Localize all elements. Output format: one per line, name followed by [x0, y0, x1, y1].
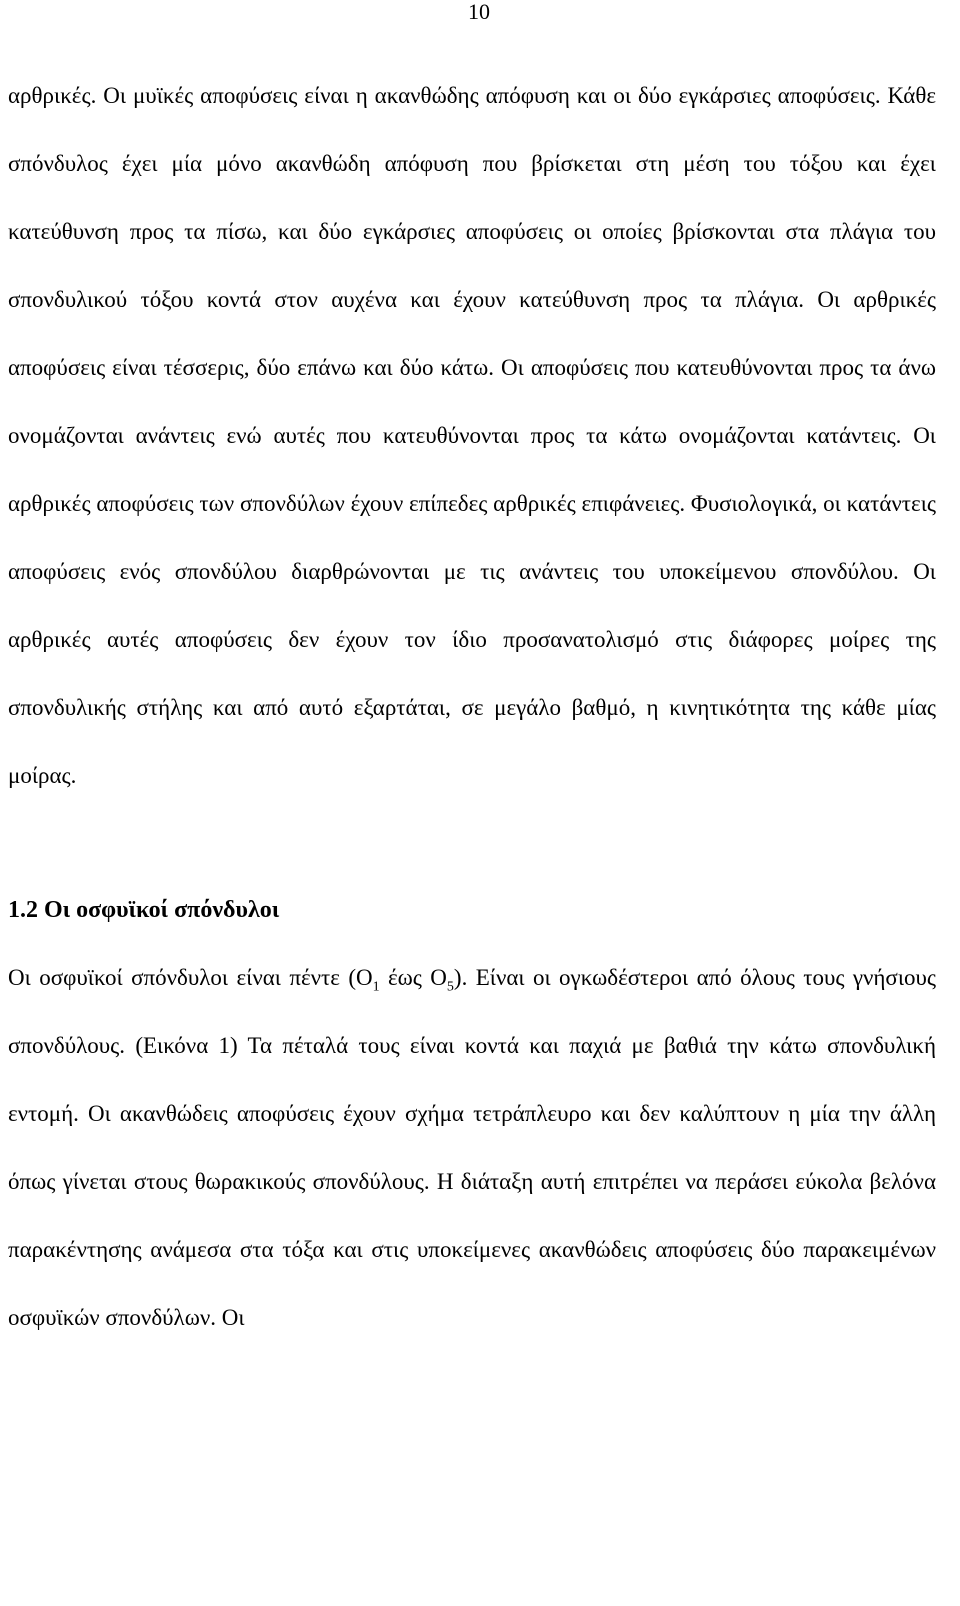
section-heading: 1.2 Οι οσφυϊκοί σπόνδυλοι — [8, 897, 280, 923]
lumbar-text-part-c: ). Είναι οι ογκωδέστεροι από όλους τους γνήσιους σπονδύλους. (Εικόνα 1) Τα πέταλά τους είναι κοντά και παχιά με βαθιά την κάτω σπονδυλική εντομή. Οι ακανθώδεις αποφύσεις έχουν σχήμα τετράπλευρο και δεν καλύπτουν η μία την άλλη όπως γίνεται στους θωρακικούς σπονδύλους. Η διάταξη αυτή επιτρέπει να περάσει εύκολα βελόνα παρακέντησης ανάμεσα στα τόξα και στις υποκείμενες ακανθώδεις αποφύσεις δύο παρακειμένων οσφυϊκών σπονδύλων. Οι — [8, 965, 937, 1330]
lumbar-text-part-a: Οι οσφυϊκοί σπόνδυλοι είναι πέντε (Ο — [8, 965, 373, 990]
subscript-1: 1 — [372, 979, 380, 995]
paragraph-lumbar-vertebrae — [8, 944, 936, 1352]
lumbar-text-part-b: έως Ο — [379, 965, 447, 990]
document-body — [8, 62, 936, 1352]
paragraph-vertebra-processes: αρθρικές. Οι μυϊκές αποφύσεις είναι η ακανθώδης απόφυση και οι δύο εγκάρσιες αποφύσεις. Κάθε σπόνδυλος έχει μία μόνο ακανθώδη απόφυση που βρίσκεται στη μέση του τόξου και έχει κατεύθυνση προς τα πίσω, και δύο εγκάρσιες αποφύσεις οι οποίες βρίσκονται στα πλάγια του σπονδυλικού τόξου κοντά στον αυχένα και έχουν κατεύθυνση προς τα πλάγια. Οι αρθρικές αποφύσεις είναι τέσσερις, δύο επάνω και δύο κάτω. Οι αποφύσεις που κατευθύνονται προς τα άνω ονομάζονται ανάντεις ενώ αυτές που κατευθύνονται προς τα κάτω ονομάζονται κατάντεις. Οι αρθρικές αποφύσεις των σπονδύλων έχουν επίπεδες αρθρικές επιφάνειες. Φυσιολογικά, οι κατάντεις αποφύσεις ενός σπονδύλου διαρθρώνονται με τις ανάντεις του υποκείμενου σπονδύλου. Οι αρθρικές αυτές αποφύσεις δεν έχουν τον ίδιο προσανατολισμό στις διάφορες μοίρες της σπονδυλικής στήλης και από αυτό εξαρτάται, σε μεγάλο βαθμό, η κινητικότητα της κάθε μίας μοίρας. — [8, 83, 936, 788]
page-number: 10 — [468, 0, 490, 24]
subscript-5: 5 — [446, 979, 454, 995]
